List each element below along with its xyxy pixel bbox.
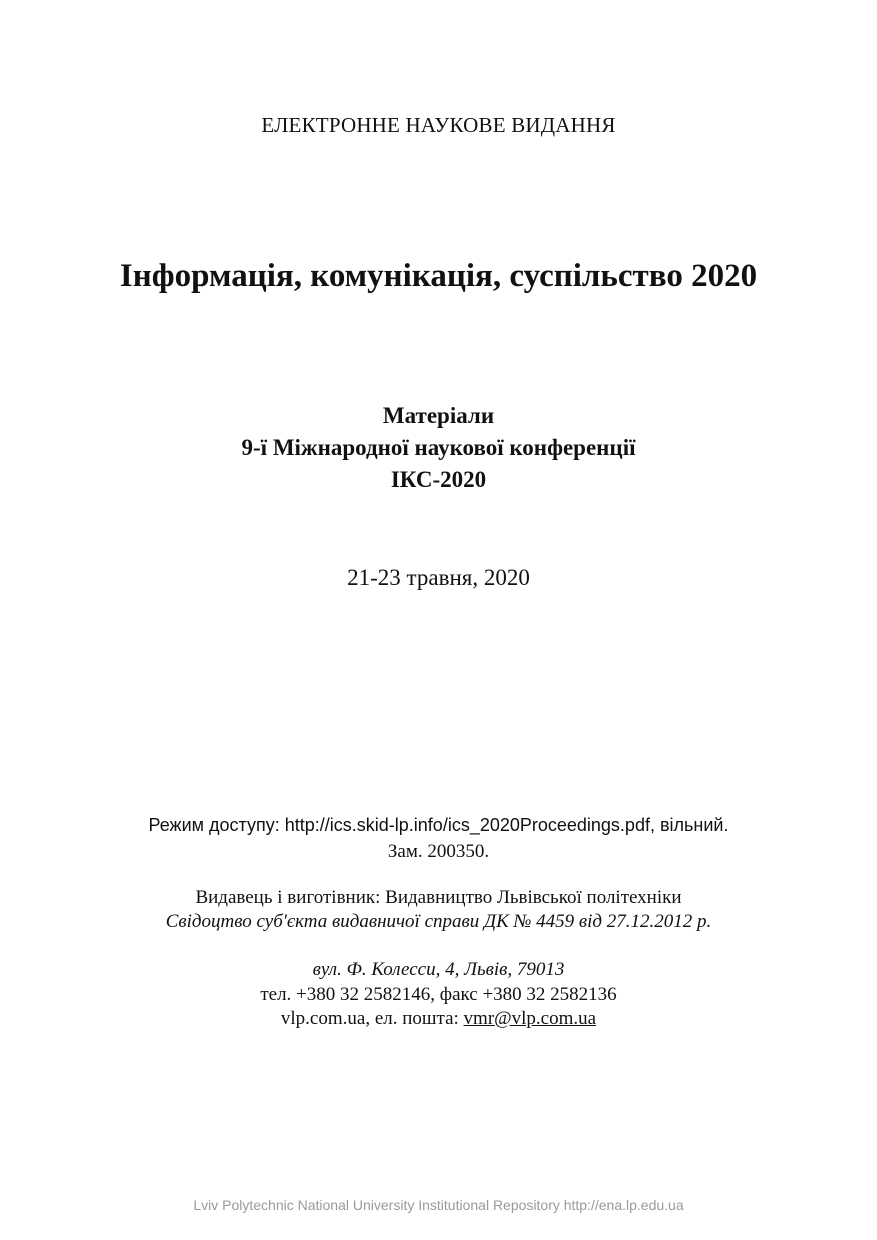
publisher-website: vlp.com.ua, ел. пошта: xyxy=(280,1008,464,1029)
publisher-address: вул. Ф. Колесси, 4, Львів, 79013 xyxy=(312,959,565,980)
access-mode xyxy=(0,815,877,837)
access-url: http://ics.skid-lp.info/ics_2020Proceedings.pdf, вільний. xyxy=(284,815,729,835)
publisher-info: Видавець і виготівник: Видавництво Львівської політехніки xyxy=(195,887,682,908)
page-title: Інформація, комунікація, суспільство 2020 xyxy=(119,258,758,294)
order-number: Зам. 200350. xyxy=(387,841,490,862)
publisher-certificate: Свідоцтво суб'єкта видавничої справи ДК № 4459 від 27.12.2012 р. xyxy=(165,911,712,932)
subtitle-materials: Матеріали xyxy=(382,403,495,428)
publication-type-heading: ЕЛЕКТРОННЕ НАУКОВЕ ВИДАННЯ xyxy=(261,113,616,137)
access-label: Режим доступу: xyxy=(148,815,285,835)
subtitle-conference-code: ІКС-2020 xyxy=(390,467,487,492)
publisher-phone-fax: тел. +380 32 2582146, факс +380 32 2582136 xyxy=(260,984,617,1005)
conference-dates: 21-23 травня, 2020 xyxy=(347,565,530,590)
publisher-contacts xyxy=(0,1008,877,1030)
repository-footer: Lviv Polytechnic National University Institutional Repository http://ena.lp.edu.ua xyxy=(193,1197,684,1213)
subtitle-conference: 9-ї Міжнародної наукової конференції xyxy=(241,435,636,460)
publisher-email-link[interactable]: vmr@vlp.com.ua xyxy=(463,1008,597,1029)
